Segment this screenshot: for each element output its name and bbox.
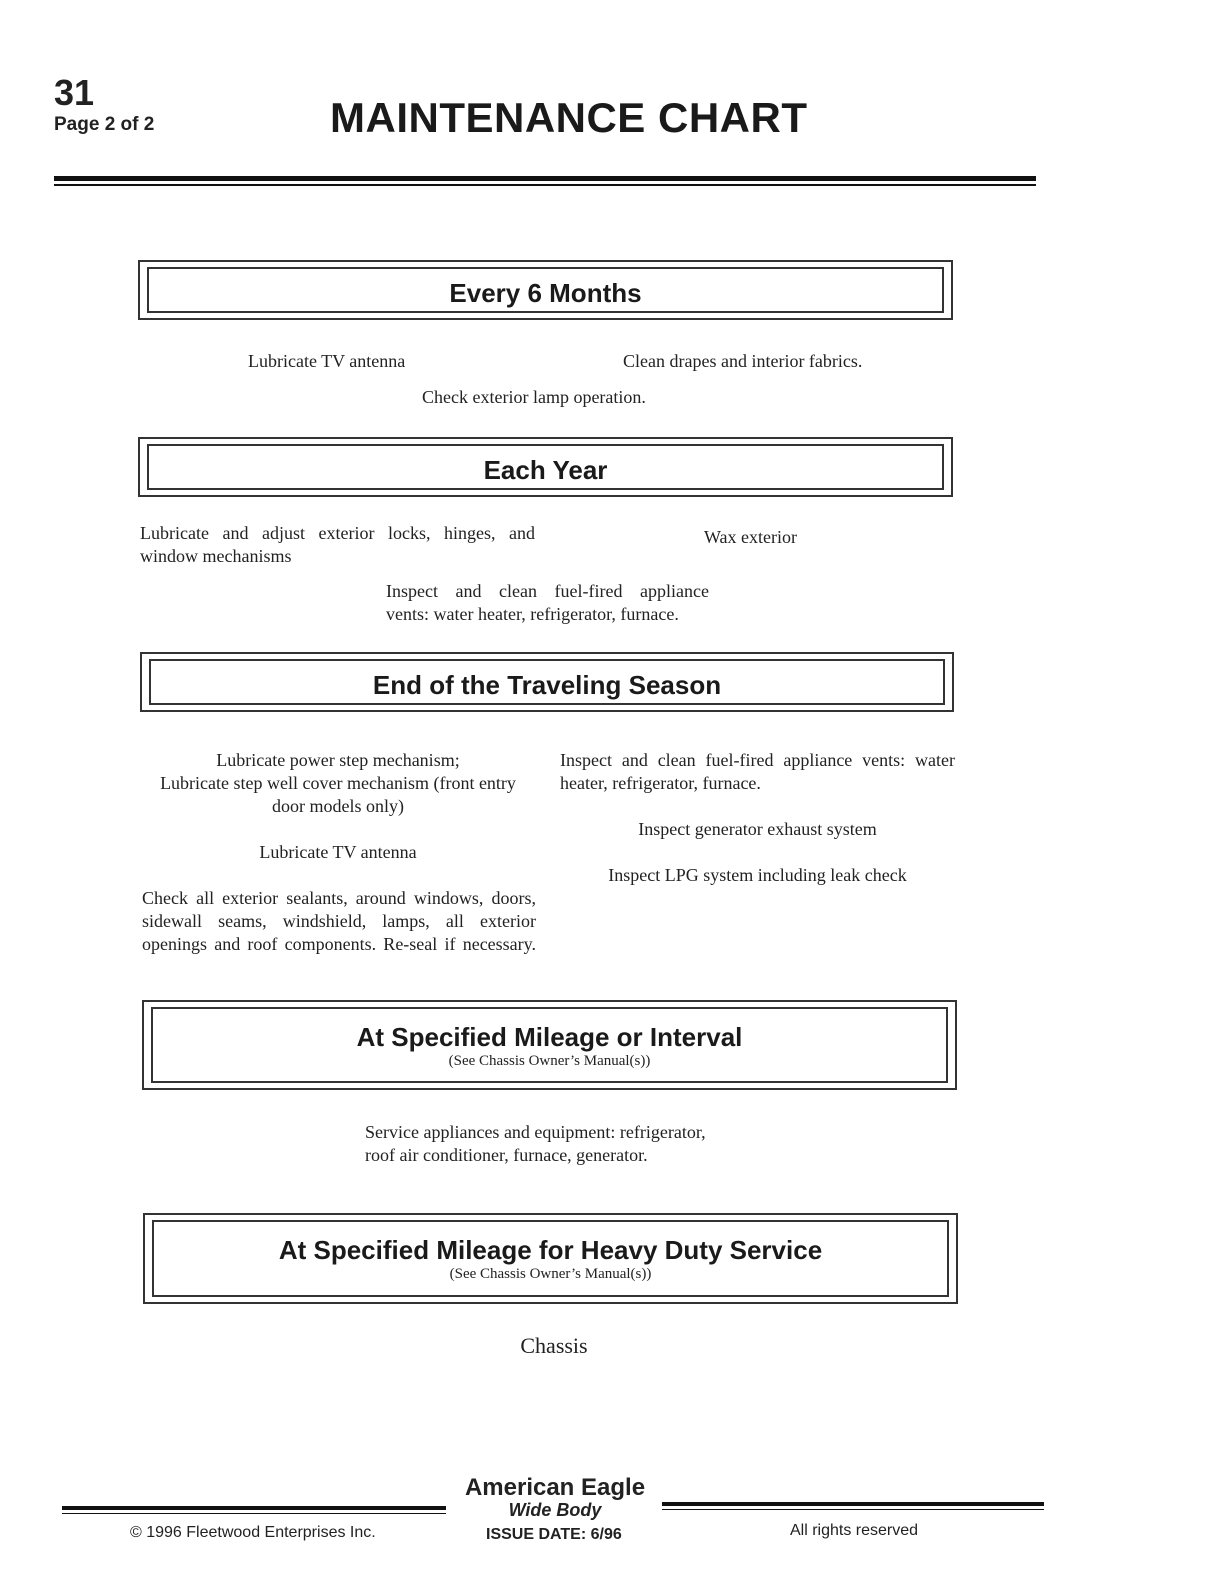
task-item: Lubricate step well cover mechanism (front entry (160, 773, 516, 793)
header-rule (54, 176, 1036, 181)
section-header-six-months (138, 260, 953, 320)
task-item: Check all exterior sealants, around windows, doors, (142, 888, 536, 908)
section-title: End of the Traveling Season (372, 670, 722, 700)
task-item: window mechanisms (140, 546, 292, 566)
task-item: Check exterior lamp operation. (422, 387, 646, 407)
footer-rights: All rights reserved (790, 1522, 919, 1539)
section-subtitle: (See Chassis Owner’s Manual(s)) (448, 1053, 651, 1069)
page-number: 31 (54, 72, 95, 113)
task-item: Lubricate TV antenna (248, 351, 406, 371)
page-title: MAINTENANCE CHART (330, 94, 808, 141)
task-item: Service appliances and equipment: refrigerator, (365, 1122, 706, 1142)
footer-issue-date: ISSUE DATE: 6/96 (486, 1526, 622, 1543)
footer-model: Wide Body (508, 1500, 602, 1520)
footer-rule-left (62, 1506, 446, 1510)
task-item: Clean drapes and interior fabrics. (623, 351, 863, 371)
task-item: door models only) (272, 796, 404, 816)
task-item: Lubricate and adjust exterior locks, hinges, and (140, 523, 535, 543)
footer-copyright: © 1996 Fleetwood Enterprises Inc. (130, 1524, 376, 1541)
header-rule-thin (54, 184, 1036, 186)
task-item: Inspect generator exhaust system (638, 819, 877, 839)
task-item: openings and roof components. Re-seal if necessary. (142, 934, 536, 954)
task-item: sidewall seams, windshield, lamps, all exterior (142, 911, 536, 931)
footer-rule-right-thin (662, 1509, 1044, 1510)
task-item: Wax exterior (704, 527, 798, 547)
task-item: vents: water heater, refrigerator, furnace. (386, 604, 679, 624)
section-header-end-season (140, 652, 954, 712)
footer-rule-left-thin (62, 1513, 446, 1514)
task-item: Lubricate power step mechanism; (216, 750, 460, 770)
page-count: Page 2 of 2 (54, 114, 155, 135)
task-item: Inspect and clean fuel-fired appliance (386, 581, 709, 601)
task-item: heater, refrigerator, furnace. (560, 773, 761, 793)
task-item: Lubricate TV antenna (259, 842, 417, 862)
section-header-each-year (138, 437, 953, 497)
task-item: roof air conditioner, furnace, generator. (365, 1145, 648, 1165)
task-item: Chassis (520, 1333, 588, 1358)
section-title: At Specified Mileage for Heavy Duty Service (278, 1235, 823, 1265)
section-title: Every 6 Months (449, 278, 642, 308)
section-header-heavy-duty (143, 1213, 958, 1304)
section-subtitle: (See Chassis Owner’s Manual(s)) (449, 1266, 652, 1282)
section-title: Each Year (483, 455, 608, 485)
footer-brand: American Eagle (464, 1474, 646, 1501)
section-title: At Specified Mileage or Interval (356, 1022, 743, 1052)
footer-rule-right (662, 1502, 1044, 1506)
task-item: Inspect and clean fuel-fired appliance vents: water (560, 750, 955, 770)
task-item: Inspect LPG system including leak check (608, 865, 907, 885)
section-header-mileage-interval (142, 1000, 957, 1090)
